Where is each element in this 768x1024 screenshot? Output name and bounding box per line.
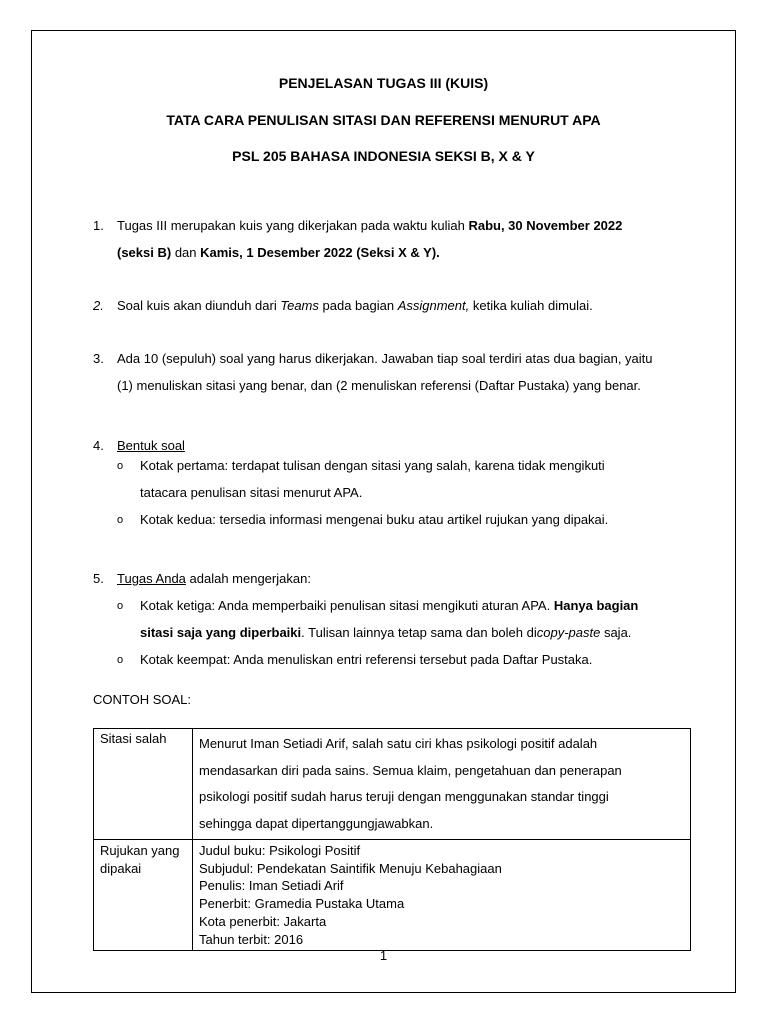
- document-subtitle: TATA CARA PENULISAN SITASI DAN REFERENSI MENURUT APA: [166, 112, 601, 128]
- page-number: 1: [379, 948, 388, 963]
- item-4-bullet-1-marker: o: [117, 460, 124, 472]
- item-3-number: 3.: [93, 351, 104, 366]
- item-5-bullet-1-line-2: [140, 625, 631, 640]
- table-row-2-line-3: Penulis: Iman Setiadi Arif: [199, 878, 344, 894]
- table-row-2-line-5: Kota penerbit: Jakarta: [199, 913, 327, 929]
- table-row-1-line-1: Menurut Iman Setiadi Arif, salah satu ciri khas psikologi positif adalah: [199, 736, 598, 751]
- example-table: [93, 728, 691, 951]
- item-5-number: 5.: [93, 571, 104, 586]
- item-1-text-a: Tugas III merupakan kuis yang dikerjakan pada waktu kuliah: [117, 218, 469, 233]
- table-row-1-content: [193, 729, 691, 840]
- table-row-1-line-2: mendasarkan diri pada sains. Semua klaim, pengetahuan dan penerapan: [199, 762, 622, 778]
- item-5-bullet-1-copy-paste: copy-paste: [536, 625, 601, 640]
- table-row-2-content: [193, 840, 691, 951]
- table-row-1-label: Sitasi salah: [94, 729, 193, 840]
- item-1-section-b: (seksi B): [117, 245, 172, 260]
- item-2-text-c: pada bagian: [318, 298, 398, 313]
- item-1-line-2: [117, 245, 440, 260]
- item-4-number: 4.: [93, 438, 104, 453]
- item-4-heading: Bentuk soal: [117, 438, 185, 453]
- item-5-bullet-1-text-f: saja.: [600, 625, 632, 640]
- item-2-number: 2.: [93, 298, 104, 313]
- table-row-2-label: Rujukan yang dipakai: [94, 840, 193, 951]
- item-1-date-b: Rabu, 30 November 2022: [468, 218, 623, 233]
- table-row-2-line-2: Subjudul: Pendekatan Saintifik Menuju Kebahagiaan: [199, 860, 502, 876]
- table-row-2-line-4: Penerbit: Gramedia Pustaka Utama: [199, 896, 405, 912]
- item-4-bullet-2: Kotak kedua: tersedia informasi mengenai buku atau artikel rujukan yang dipakai.: [140, 512, 609, 527]
- item-5-heading: Tugas Anda: [117, 571, 186, 586]
- table-row-1-line-4: sehingga dapat dipertanggungjawabkan.: [199, 815, 434, 831]
- table-row: [94, 729, 691, 840]
- document-title: PENJELASAN TUGAS III (KUIS): [278, 75, 489, 91]
- example-heading: CONTOH SOAL:: [93, 692, 192, 707]
- table-row-2-line-6: Tahun terbit: 2016: [199, 931, 304, 947]
- item-2-line: [117, 298, 593, 313]
- item-2-text-e: ketika kuliah dimulai.: [469, 298, 593, 313]
- item-5-bullet-1-bold-c: sitasi saja yang diperbaiki: [140, 625, 302, 640]
- item-3-line-2: (1) menuliskan sitasi yang benar, dan (2 menuliskan referensi (Daftar Pustaka) yang benar.: [117, 378, 641, 393]
- item-5-heading-line: [117, 571, 311, 586]
- item-5-bullet-1-text-d: . Tulisan lainnya tetap sama dan boleh di: [301, 625, 537, 640]
- item-5-bullet-2-marker: o: [117, 654, 124, 666]
- item-5-bullet-1-text-a: Kotak ketiga: Anda memperbaiki penulisan sitasi mengikuti aturan APA.: [140, 598, 554, 613]
- item-1-date-xy: Kamis, 1 Desember 2022 (Seksi X & Y).: [200, 245, 440, 260]
- item-5-bullet-1-bold-b: Hanya bagian: [553, 598, 639, 613]
- item-4-bullet-1-line-2: tatacara penulisan sitasi menurut APA.: [140, 485, 363, 500]
- item-4-bullet-2-marker: o: [117, 514, 124, 526]
- table-row-2-line-1: Judul buku: Psikologi Positif: [199, 843, 361, 858]
- item-1-text-d: dan: [171, 245, 201, 260]
- item-5-heading-rest: adalah mengerjakan:: [185, 571, 311, 586]
- item-1-number: 1.: [93, 218, 104, 233]
- item-5-bullet-1-marker: o: [117, 600, 124, 612]
- table-row: [94, 840, 691, 951]
- item-2-assignment: Assignment,: [397, 298, 470, 313]
- item-5-bullet-2: Kotak keempat: Anda menuliskan entri referensi tersebut pada Daftar Pustaka.: [140, 652, 593, 667]
- item-2-teams: Teams: [280, 298, 319, 313]
- course-title: PSL 205 BAHASA INDONESIA SEKSI B, X & Y: [232, 148, 535, 164]
- item-1-line-1: [117, 218, 622, 233]
- table-row-1-line-3: psikologi positif sudah harus teruji dengan menggunakan standar tinggi: [199, 789, 609, 804]
- item-2-text-a: Soal kuis akan diunduh dari: [117, 298, 281, 313]
- item-4-bullet-1-line-1: Kotak pertama: terdapat tulisan dengan sitasi yang salah, karena tidak mengikuti: [140, 458, 605, 473]
- item-3-line-1: Ada 10 (sepuluh) soal yang harus dikerjakan. Jawaban tiap soal terdiri atas dua bagian, yaitu: [117, 351, 653, 366]
- item-5-bullet-1-line-1: [140, 598, 638, 613]
